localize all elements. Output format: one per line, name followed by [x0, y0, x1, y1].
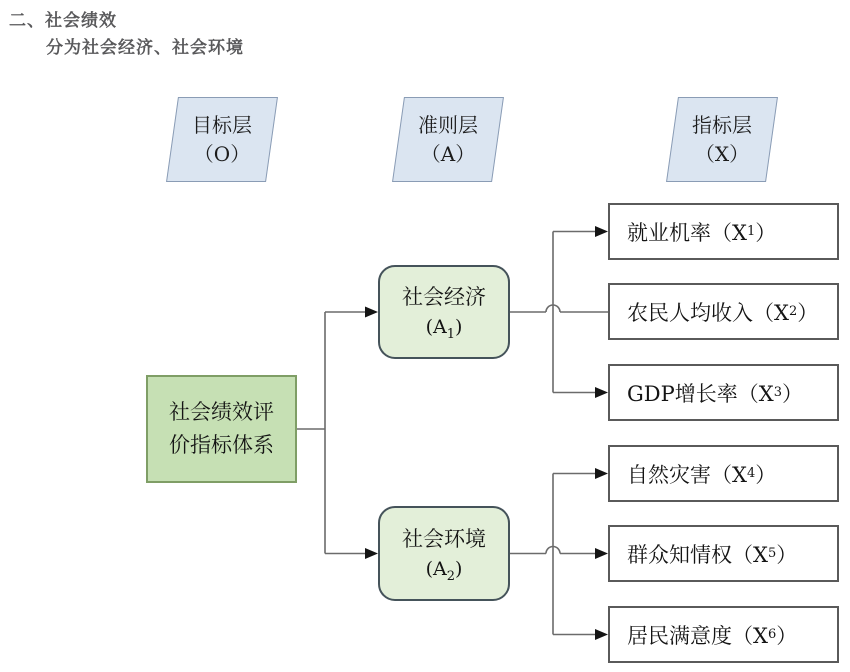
- indicator-text: GDP增长率（X: [627, 381, 774, 406]
- node-indicator-x2: 农民人均收入（X 2 ）: [608, 283, 839, 340]
- criteria-code: [426, 312, 463, 342]
- indicator-suffix: ）: [776, 623, 798, 648]
- node-criteria-a1: [378, 265, 510, 359]
- arrowhead-a1: [365, 307, 378, 318]
- node-indicator-x3: GDP增长率（X 3 ）: [608, 364, 839, 421]
- node-indicator-x5: 群众知情权（X 5 ）: [608, 525, 839, 582]
- indicator-text: 就业机率（X: [627, 220, 747, 245]
- layer-header-criteria: [398, 97, 498, 182]
- arrowhead-x6: [595, 629, 608, 640]
- arrowhead-a2: [365, 548, 378, 559]
- layer-label-line2: （A）: [420, 141, 476, 166]
- layer-header-indicator: [672, 97, 772, 182]
- criteria-code-pre: (A: [425, 557, 447, 580]
- arrowhead-x4: [595, 468, 608, 479]
- criteria-code-sub: 2: [446, 568, 455, 584]
- criteria-code-pre: (A: [425, 316, 447, 338]
- layer-header-label: [172, 97, 272, 182]
- node-indicator-x1: 就业机率（X 1 ）: [608, 203, 839, 260]
- page-subtitle: 分为社会经济、社会环境: [46, 38, 244, 58]
- indicator-suffix: ）: [755, 462, 777, 487]
- indicator-text: 群众知情权（X: [627, 542, 768, 567]
- criteria-label: 社会环境: [402, 526, 486, 551]
- criteria-code-post: ): [455, 557, 463, 580]
- layer-label-line1: 准则层: [418, 112, 478, 137]
- arrowhead-x1: [595, 226, 608, 237]
- layer-header-label: [398, 97, 498, 182]
- criteria-code-post: ): [455, 316, 463, 338]
- layer-header-goal: [172, 97, 272, 182]
- page-title: 二、社会绩效: [9, 11, 117, 31]
- criteria-code-sub: 1: [446, 326, 455, 342]
- layer-label-line2: （O）: [193, 141, 251, 166]
- indicator-suffix: ）: [755, 220, 777, 245]
- node-indicator-x6: 居民满意度（X 6 ）: [608, 606, 839, 663]
- arrowhead-x5: [595, 548, 608, 559]
- criteria-label: 社会经济: [402, 285, 486, 309]
- indicator-text: 居民满意度（X: [627, 623, 768, 648]
- arrowhead-x3: [595, 387, 608, 398]
- layer-label-line2: （X）: [694, 141, 750, 166]
- node-goal: [146, 375, 297, 483]
- layer-header-label: [672, 97, 772, 182]
- indicator-text: 自然灾害（X: [627, 462, 747, 487]
- indicator-suffix: ）: [797, 300, 819, 325]
- criteria-code: [426, 554, 463, 584]
- node-indicator-x4: 自然灾害（X 4 ）: [608, 445, 839, 502]
- layer-label-line1: 目标层: [192, 112, 252, 137]
- layer-label-line1: 指标层: [692, 112, 752, 137]
- indicator-suffix: ）: [776, 542, 798, 567]
- indicator-text: 农民人均收入（X: [627, 300, 789, 325]
- node-criteria-a2: [378, 506, 510, 601]
- indicator-suffix: ）: [781, 381, 803, 406]
- goal-label-line1: 社会绩效评: [169, 400, 274, 424]
- goal-label-line2: 价指标体系: [169, 433, 274, 457]
